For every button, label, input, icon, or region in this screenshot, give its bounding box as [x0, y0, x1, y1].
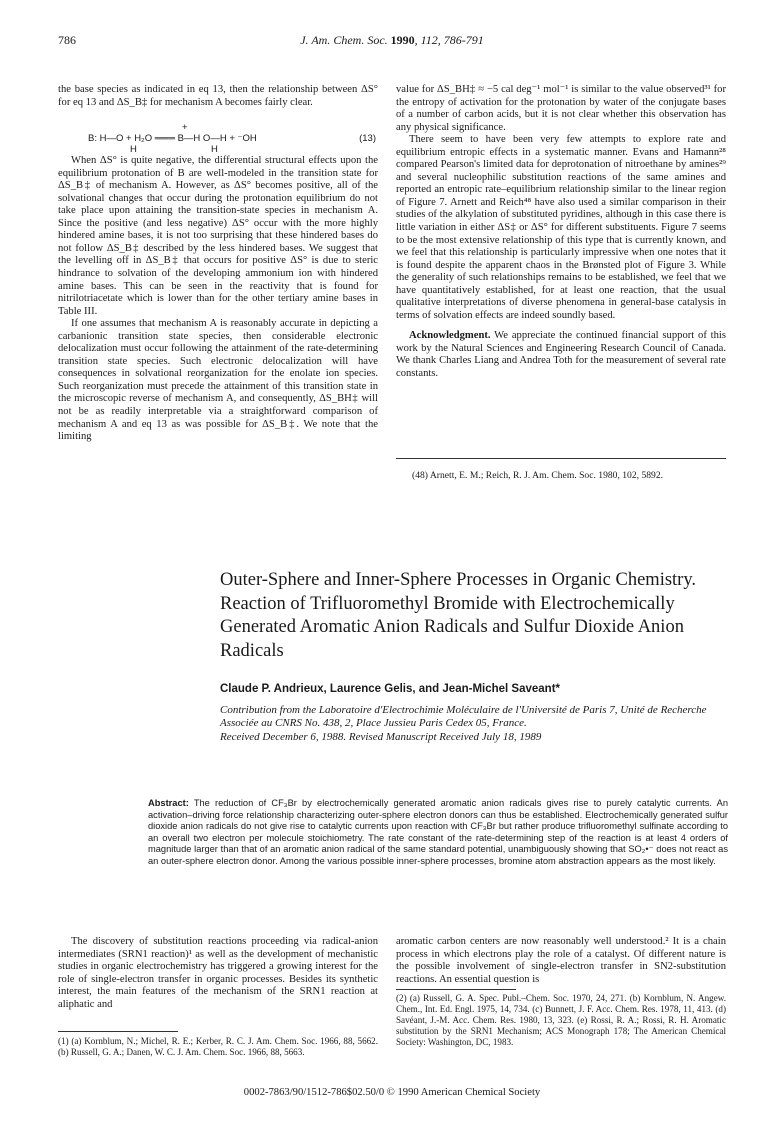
right-paragraph-1: value for ΔS_BH‡ ≈ −5 cal deg⁻¹ mol⁻¹ is similar to the value observed³¹ for the entropy of activation for the protonation by water of the conjugate bases of a number of carbon acids, but it is not clear whether this observation has any physical significance. — [396, 84, 726, 133]
equation-expression — [58, 121, 257, 155]
equation-text: B: H—O + H₂O ═══ B—H O—H + ⁻OH — [88, 132, 257, 144]
article-title: Outer-Sphere and Inner-Sphere Processes in Organic Chemistry. Reaction of Trifluoromethyl Bromide with Electrochemically Generated Aromatic Anion Radicals and Sulfur Dioxide Anion Radicals — [220, 570, 697, 661]
equation-h-left: H — [130, 143, 137, 155]
footnote-1: (1) (a) Kornblum, N.; Michel, R. E.; Kerber, R. C. J. Am. Chem. Soc. 1966, 88, 5662. (b) Russell, G. A.; Danen, W. C. J. Am. Chem. Soc. 1966, 88, 5663. — [58, 1036, 378, 1057]
equation-number: (13) — [359, 132, 376, 144]
equation-charge: + — [182, 121, 188, 133]
acknowledgment-text: We appreciate the continued financial support of this work by the Natural Sciences and Engineering Research Council of Canada. We thank Charles Liang and Andrea Toth for the measurement of several rate constants. — [396, 330, 726, 380]
reference-48: (48) Arnett, E. M.; Reich, R. J. Am. Chem. Soc. 1980, 102, 5892. — [412, 470, 664, 481]
affiliation-block — [220, 704, 730, 744]
journal-name: J. Am. Chem. Soc. — [300, 33, 388, 47]
abstract-text: The reduction of CF₃Br by electrochemically generated aromatic anion radicals gives rise to purely catalytic currents. An activation–driving force relationship characterizing outer-sphere electron donors can thus be established. Electrochemically generated sulfur dioxide anion radicals do not give rise to catalytic currents upon reaction with CF₃Br but rather produce trifluoromethyl sulfinate according to an overall two electron per molecule stoichiometry. The rate constant of the rate-determining step of the reaction is at least 4 orders of magnitude larger than that of an aromatic anion radical of the same standard potential, unambiguously showing that SO₂•⁻ does not react as an outer-sphere electron donor. Among the various possible inner-sphere processes, bromine atom abstraction appears as the most likely. — [148, 798, 728, 866]
left-paragraph-3: If one assumes that mechanism A is reasonably accurate in depicting a carbanionic transition state species, then considerable electronic delocalization must occur following the attainment of the rate-determining transition state species. Such electronic delocalization will have consequences in solvational reorganization for the enolate ion species. Such reorganization must precede the attainment of this transition state in the microscopic reverse of mechanism A, and consequently, ΔS_BH‡ will not be as readily interpretable via a straightforward comparison of mechanism A and eq 13 as was possible for ΔS_B‡. We note that the limiting — [58, 318, 378, 443]
right-paragraph-2: There seem to have been very few attempts to explore rate and equilibrium entropic effects in a systematic manner. Evans and Hamann²⁸ compared Pearson's limited data for deprotonation of nitroethane by amines²⁹ and several nucleophilic substitution reactions of the same amines and reported an entropic rate–equilibrium relationship similar to the linear region of Figure 7. Arnett and Reich⁴⁸ have also used a similar comparison in their studies of the alkylation of substituted pyridines, although in this case there is little variation in either ΔS‡ or ΔS° for different substituents. Figure 7 seems to be the most extensive relationship of this type that is currently known, and we feel that this relationship is particularly impressive when one notes that it is found despite the apparent chaos in the Brønsted plot of Figure 3. While the generality of such relationships remains to be established, we feel that we have quantitatively established, for at least one reaction, that the usual qualitative interpretations of diverse phenomena in general-base catalysis in terms of solvation effects are indeed soundly based. — [396, 134, 726, 321]
body-right-column — [396, 936, 726, 986]
equation-13 — [58, 117, 378, 155]
affiliation: Contribution from the Laboratoire d'Electrochimie Moléculaire de l'Université de Paris 7, Unité de Recherche Associée au CNRS No. 438, 2, Place Jussieu Paris Cedex 05, France. — [220, 704, 707, 730]
page-number: 786 — [58, 33, 76, 47]
received-dates: Received December 6, 1988. Revised Manuscript Received July 18, 1989 — [220, 730, 542, 743]
equation-h-right: H — [211, 143, 218, 155]
reference-divider — [396, 458, 726, 459]
abstract-label: Abstract: — [148, 798, 189, 808]
footnote-2: (2) (a) Russell, G. A. Spec. Publ.–Chem. Soc. 1970, 24, 271. (b) Kornblum, N. Angew. Chem., Int. Ed. Engl. 1975, 14, 734. (c) Bunnett, J. F. Acc. Chem. Res. 1978, 11, 413. (d) Savéant, J.-M. Acc. Chem. Res. 1980, 13, 323. (e) Rossi, R. A.; Rossi, R. H. Aromatic substitution by the SRN1 Mechanism; ACS Monograph 178; The American Chemical Society: Washington, DC, 1983. — [396, 993, 726, 1047]
right-column — [396, 84, 726, 381]
acknowledgment-label: Acknowledgment. — [409, 330, 491, 342]
authors: Claude P. Andrieux, Laurence Gelis, and Jean-Michel Saveant* — [220, 683, 561, 695]
acknowledgment — [396, 330, 726, 380]
running-head: J. Am. Chem. Soc. 1990, 112, 786-791 — [300, 33, 484, 47]
journal-year: 1990 — [390, 33, 415, 47]
intro-paragraph-left: The discovery of substitution reactions proceeding via radical-anion intermediates (SRN1 reaction)¹ as well as the development of mechanistic studies in organic electrochemistry has triggered a growing interest for the role of single-electron transfer in organic processes. Besides its synthetic interest, the main features of the mechanism of the SRN1 reaction at aliphatic and — [58, 936, 378, 1010]
left-paragraph-1: the base species as indicated in eq 13, then the relationship between ΔS° for eq 13 and ΔS_B‡ for mechanism A becomes fairly clear. — [58, 84, 378, 108]
left-paragraph-2: When ΔS° is quite negative, the differential structural effects upon the equilibrium protonation of B are well-modeled in the transition state for ΔS_B‡ of mechanism A. However, as ΔS° becomes positive, all of the solvational changes that occur during the protonation equilibrium do not take place upon attaining the transition-state species in mechanism A. Since the positive (and less negative) ΔS° occur with the more highly hindered amine bases, it is not too surprising that these hindered bases do not follow ΔS_B‡ described by the less hindered bases. We suggest that the levelling off in ΔS_B‡ that occurs for positive ΔS° is due to steric hindrance to solvation of the developing ammonium ion with hindered amine bases. This can be seen in the reactivity that is found for nitrilotriacetate which is lower than for the other tertiary amine bases in Table III. — [58, 155, 378, 317]
left-column — [58, 84, 378, 444]
journal-volume: 112 — [420, 33, 438, 47]
body-left-column — [58, 936, 378, 1011]
abstract — [148, 798, 728, 868]
footnote-divider-right — [396, 989, 516, 990]
copyright-footer: 0002-7863/90/1512-786$02.50/0 © 1990 American Chemical Society — [243, 1087, 541, 1098]
footnote-divider-left — [58, 1031, 178, 1032]
journal-pages: , 786-791 — [437, 33, 484, 47]
intro-paragraph-right: aromatic carbon centers are now reasonably well understood.² It is a chain process in which electrons play the role of a catalyst. Of different nature is the possible involvement of single-electron transfer in SN2-substitution reactions. An essential question is — [396, 936, 726, 985]
